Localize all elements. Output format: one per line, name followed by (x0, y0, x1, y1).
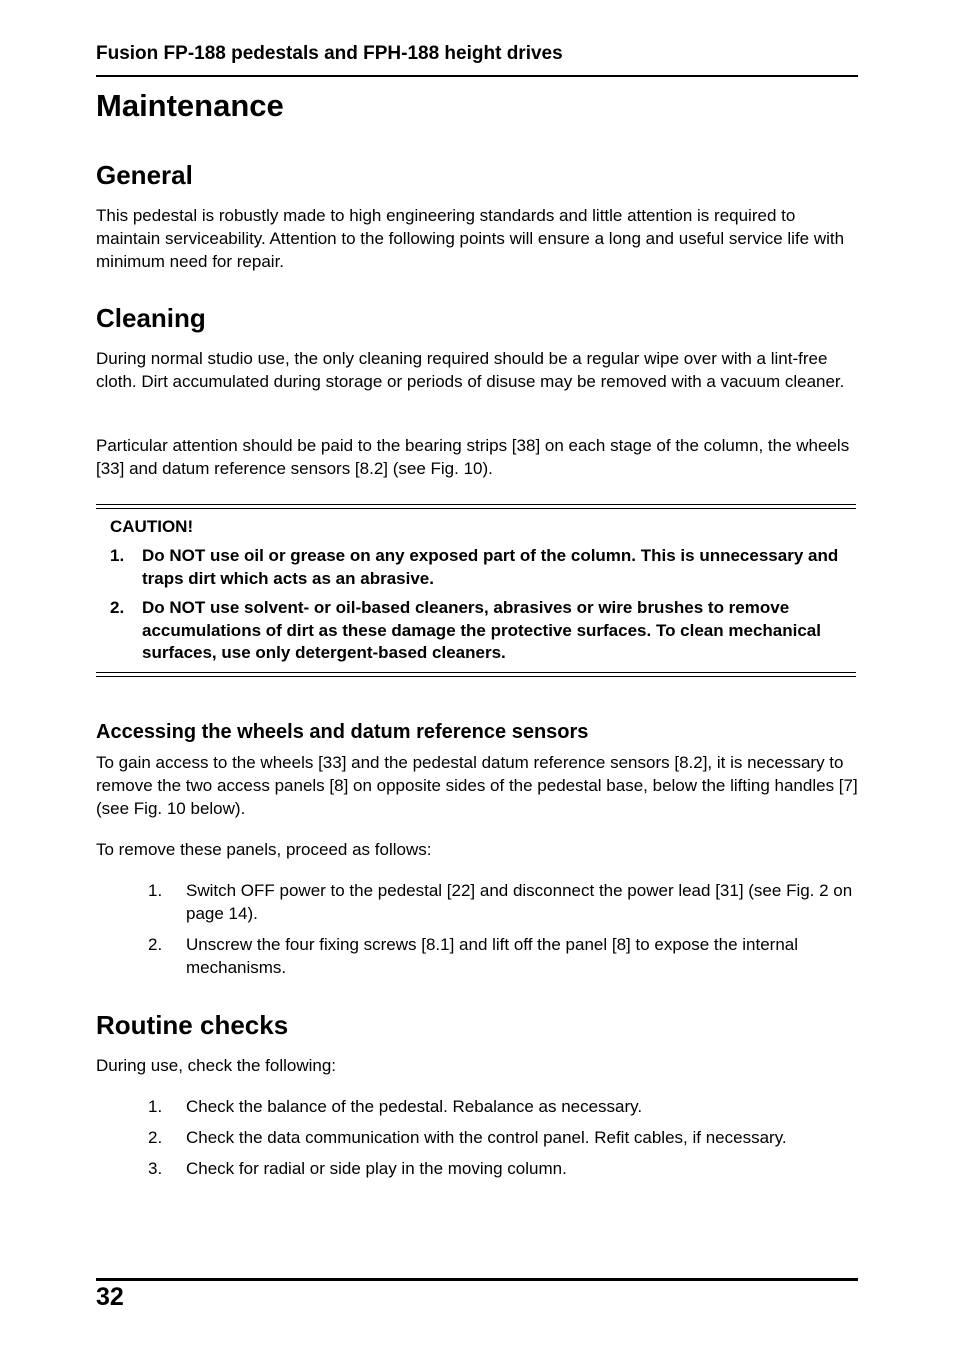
caution-list (110, 545, 850, 665)
section-heading-cleaning: Cleaning (96, 303, 206, 333)
caution-title: CAUTION! (110, 517, 194, 536)
list-item-text: Check for radial or side play in the moving column. (186, 1159, 567, 1178)
section-heading-routine: Routine checks (96, 1010, 289, 1040)
running-header: Fusion FP-188 pedestals and FPH-188 height drives (96, 43, 563, 64)
list-item-number: 1. (148, 881, 163, 900)
caution-box-top-rule (96, 504, 856, 509)
caution-item-number: 1. (110, 546, 125, 565)
list-item-text: Switch OFF power to the pedestal [22] and disconnect the power lead [31] (see Fig. 2 on page 14). (186, 881, 853, 923)
caution-item (110, 545, 850, 590)
caution-item-number: 2. (110, 598, 125, 617)
routine-checks-list (96, 1095, 858, 1180)
accessing-paragraph-1: To gain access to the wheels [33] and the pedestal datum reference sensors [8.2], it is necessary to remove the two access panels [8] on opposite sides of the pedestal base, below the lifting handles [7] (see Fig. 10 below). (96, 753, 858, 818)
list-item (96, 1095, 858, 1118)
list-item-number: 1. (148, 1097, 163, 1116)
list-item-text: Check the data communication with the control panel. Refit cables, if necessary. (186, 1128, 787, 1147)
general-paragraph: This pedestal is robustly made to high engineering standards and little attention is required to maintain serviceability. Attention to the following points will ensure a long and useful service life with minimum need for repair. (96, 206, 845, 271)
list-item-text: Check the balance of the pedestal. Rebalance as necessary. (186, 1097, 643, 1116)
list-item (96, 879, 858, 925)
footer-rule (96, 1278, 858, 1281)
list-item (96, 1157, 858, 1180)
page-title: Maintenance (96, 88, 284, 123)
list-item (96, 933, 858, 979)
accessing-paragraph-2: To remove these panels, proceed as follows: (96, 840, 432, 859)
caution-item-text: Do NOT use oil or grease on any exposed part of the column. This is unnecessary and traps dirt which acts as an abrasive. (142, 546, 839, 588)
access-steps-list (96, 879, 858, 979)
caution-item (110, 597, 850, 665)
header-rule (96, 75, 858, 77)
list-item-number: 3. (148, 1159, 163, 1178)
caution-box-bottom-rule (96, 672, 856, 677)
list-item (96, 1126, 858, 1149)
section-heading-general: General (96, 160, 193, 190)
routine-intro: During use, check the following: (96, 1056, 337, 1075)
caution-item-text: Do NOT use solvent- or oil-based cleaners, abrasives or wire brushes to remove accumulations of dirt as these damage the protective surfaces. To clean mechanical surfaces, use only detergent-based cleaners. (142, 598, 821, 662)
list-item-number: 2. (148, 935, 163, 954)
cleaning-paragraph-1: During normal studio use, the only cleaning required should be a regular wipe over with a lint-free cloth. Dirt accumulated during storage or periods of disuse may be removed with a vacuum cleaner. (96, 349, 845, 391)
page-number: 32 (96, 1283, 124, 1311)
list-item-text: Unscrew the four fixing screws [8.1] and lift off the panel [8] to expose the internal mechanisms. (186, 935, 799, 977)
list-item-number: 2. (148, 1128, 163, 1147)
cleaning-paragraph-2: Particular attention should be paid to the bearing strips [38] on each stage of the column, the wheels [33] and datum reference sensors [8.2] (see Fig. 10). (96, 436, 850, 478)
subsection-heading-accessing: Accessing the wheels and datum reference sensors (96, 721, 589, 743)
